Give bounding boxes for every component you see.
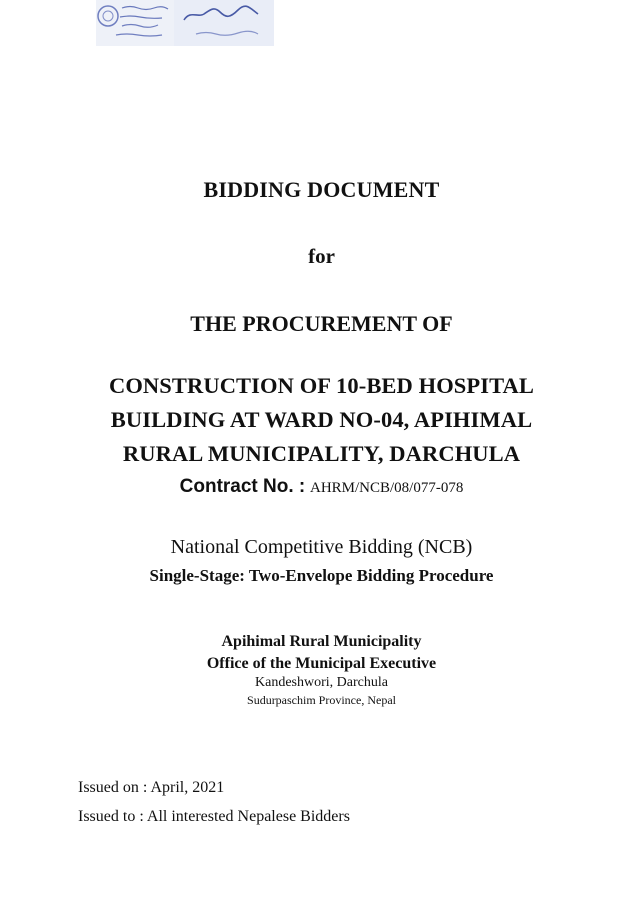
issuer-address: Kandeshwori, Darchula: [255, 675, 388, 690]
office-seal-stamp: [96, 0, 174, 46]
signature-stamp: [174, 0, 274, 46]
project-title-line-1: CONSTRUCTION OF 10-BED HOSPITAL: [108, 373, 535, 398]
document-title: BIDDING DOCUMENT: [203, 177, 440, 202]
project-title-line-2: BUILDING AT WARD NO-04, APIHIMAL: [110, 407, 533, 432]
issued-on-line: Issued on : April, 2021: [78, 779, 225, 796]
bidding-procedure: Single-Stage: Two-Envelope Bidding Procedure: [149, 566, 494, 585]
contract-number: AHRM/NCB/08/077-078: [310, 480, 464, 496]
for-text: for: [308, 244, 335, 268]
issuer-name: Apihimal Rural Municipality: [221, 633, 422, 650]
signature-stamp-graphic: [174, 0, 274, 46]
issuer-office: Office of the Municipal Executive: [206, 655, 437, 672]
issued-to-line: Issued to : All interested Nepalese Bidders: [78, 808, 350, 825]
contract-label: Contract No. :: [179, 476, 306, 497]
project-title-line-3: RURAL MUNICIPALITY, DARCHULA: [122, 441, 521, 466]
office-seal-stamp-graphic: [96, 0, 174, 46]
issuer-province: Sudurpaschim Province, Nepal: [247, 693, 396, 707]
contract-number-line: [0, 476, 643, 498]
procurement-heading: THE PROCUREMENT OF: [190, 311, 453, 336]
bidding-type: National Competitive Bidding (NCB): [170, 536, 473, 558]
